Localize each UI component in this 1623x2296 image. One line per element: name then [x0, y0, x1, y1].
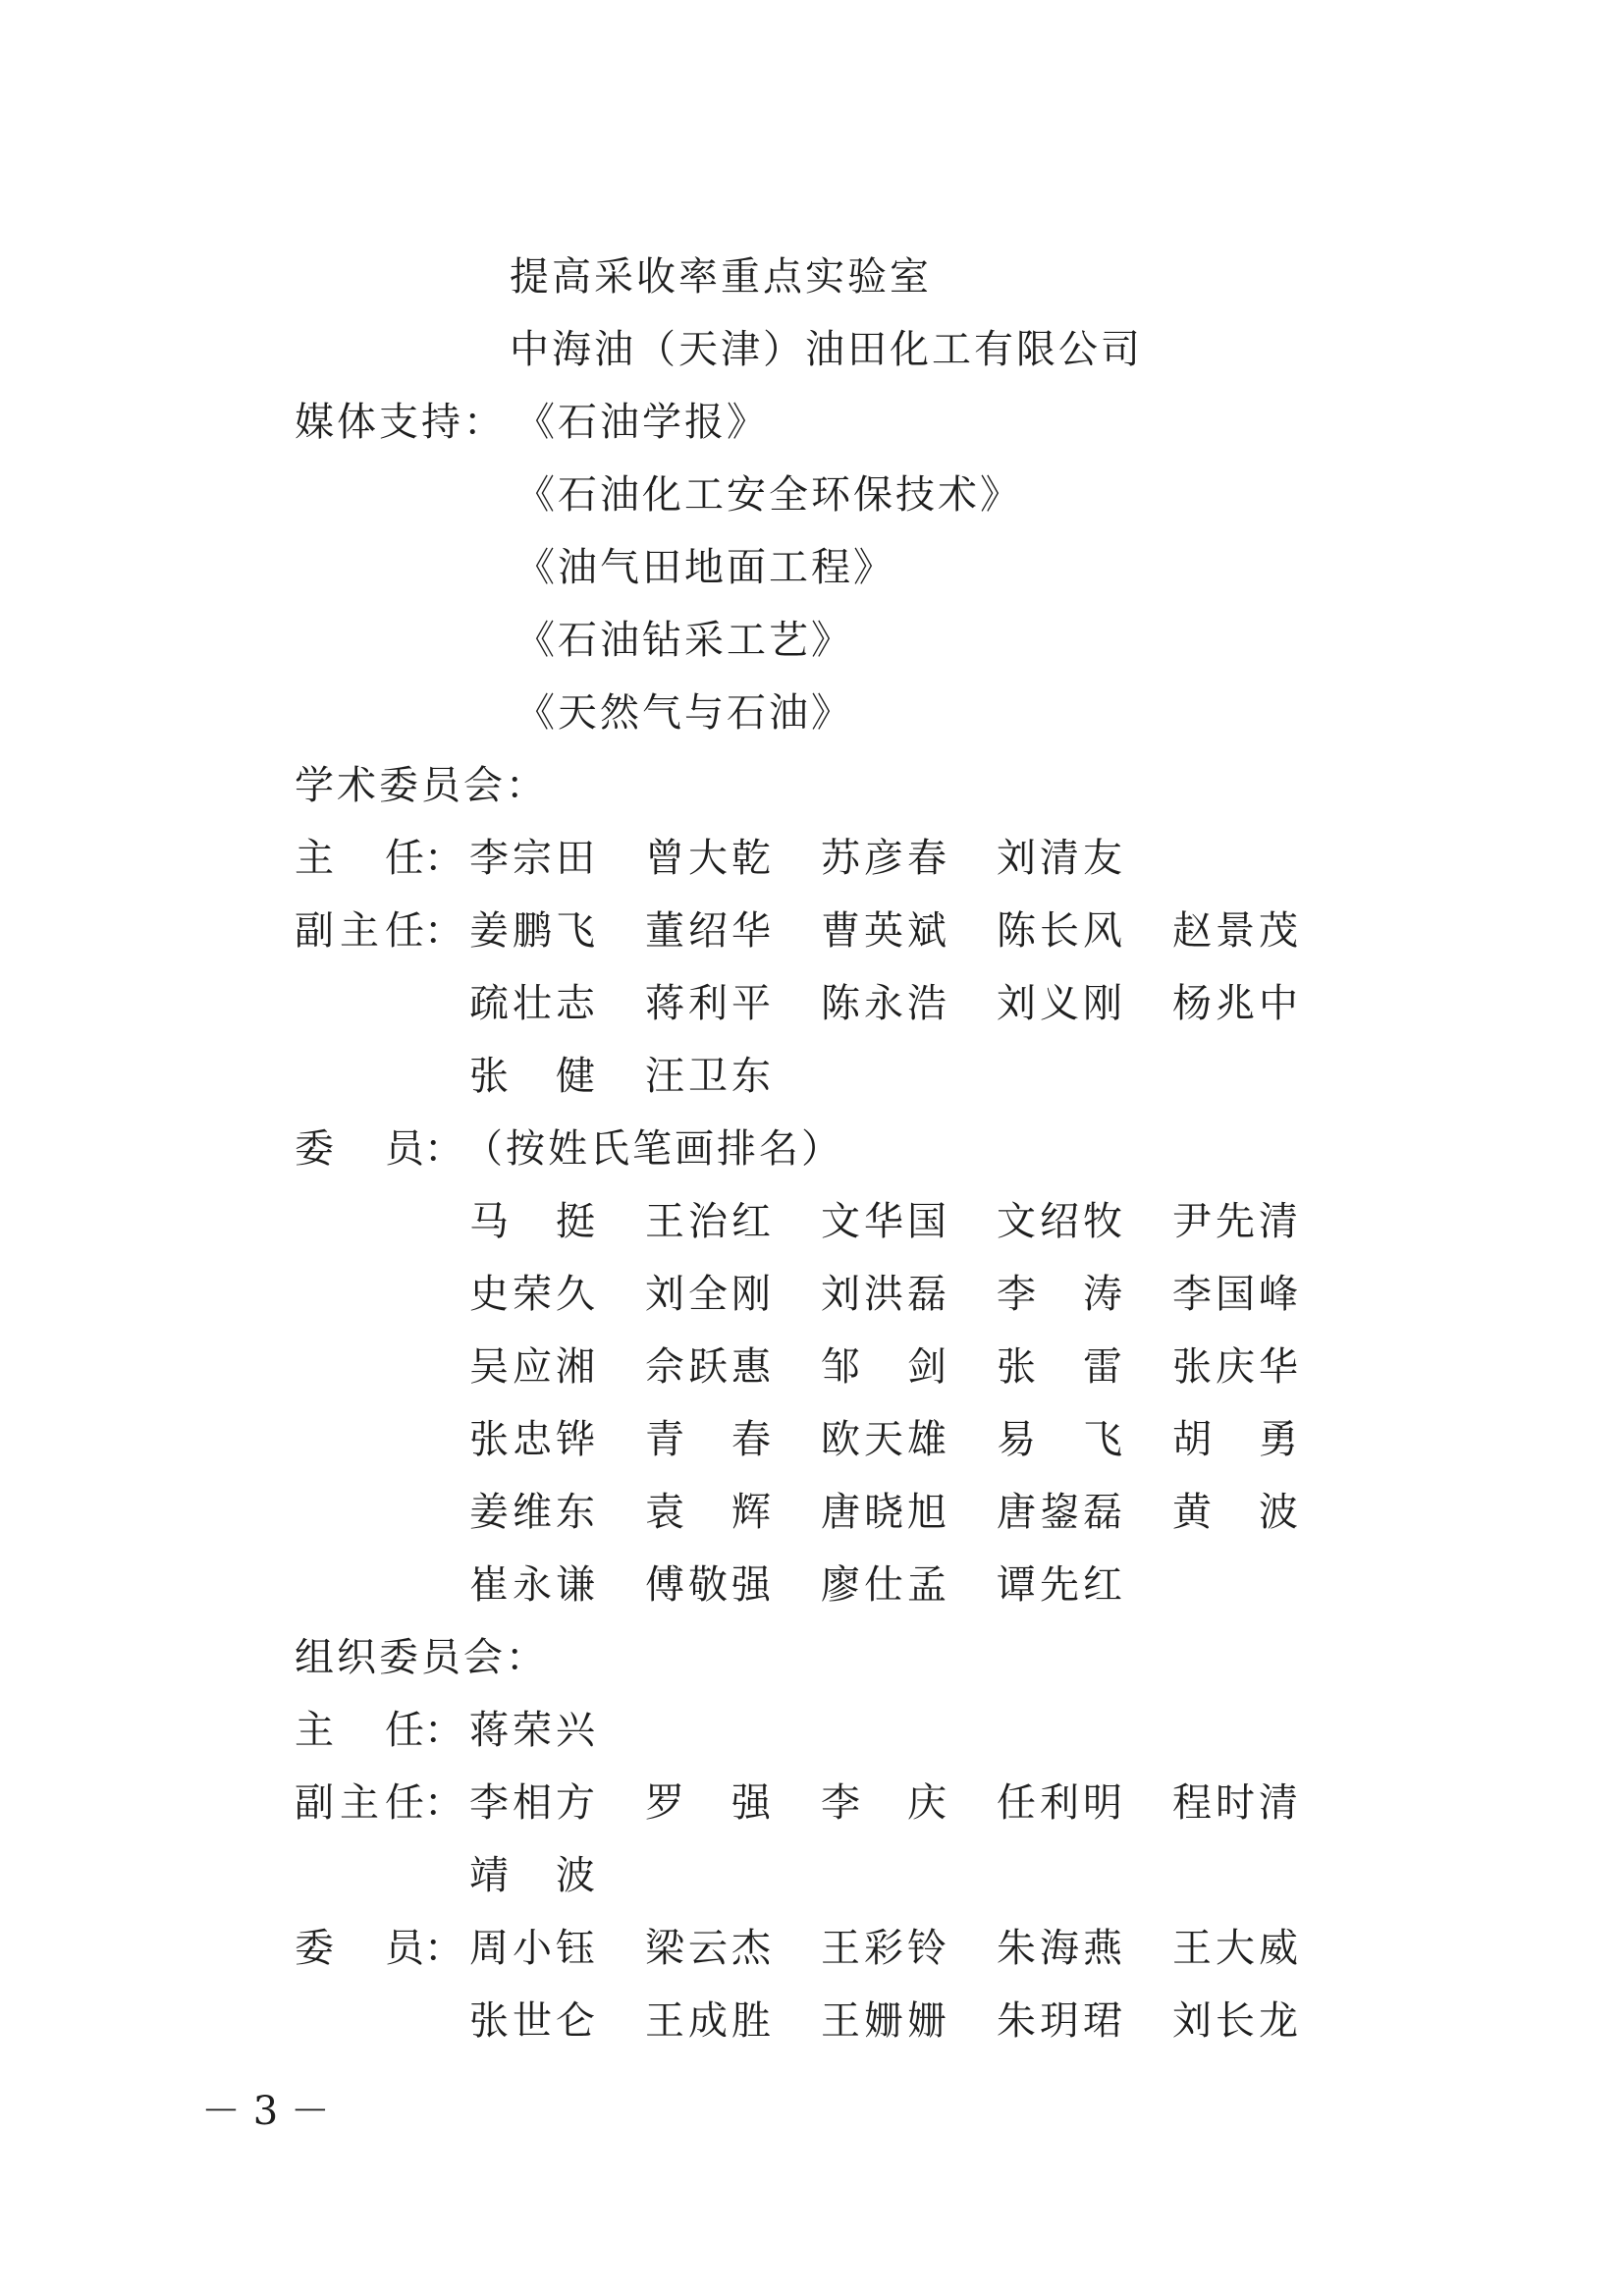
academic-vice-name: 陈长风 — [997, 908, 1122, 954]
organizing-vice-name: 罗 强 — [645, 1780, 771, 1826]
academic-member-name: 姜维东 — [469, 1490, 595, 1535]
academic-vice-name: 陈永浩 — [821, 981, 947, 1026]
organizing-vice-name: 李 庆 — [821, 1780, 947, 1826]
organizing-vice-name: 程时清 — [1172, 1780, 1298, 1826]
academic-member-name: 尹先清 — [1172, 1199, 1298, 1244]
academic-member-name: 刘洪磊 — [821, 1272, 947, 1317]
academic-members-note: （按姓氏笔画排名） — [463, 1126, 843, 1172]
academic-member-name: 胡 勇 — [1172, 1417, 1298, 1462]
academic-member-name: 王治红 — [645, 1199, 771, 1244]
academic-member-name: 史荣久 — [469, 1272, 595, 1317]
journal-item: 《天然气与石油》 — [515, 690, 853, 736]
organizing-chair-name: 蒋荣兴 — [469, 1708, 595, 1753]
academic-member-name: 廖仕孟 — [821, 1562, 947, 1608]
academic-committee-heading: 学术委员会： — [295, 763, 548, 808]
academic-member-name: 李国峰 — [1172, 1272, 1298, 1317]
academic-vice-name: 姜鹏飞 — [469, 908, 595, 954]
academic-chair-label: 主 任： — [295, 836, 463, 881]
organizing-vice-name: 李相方 — [469, 1780, 595, 1826]
media-label: 媒体支持： — [295, 400, 506, 445]
organizing-members-label: 委 员： — [295, 1926, 463, 1971]
academic-member-name: 黄 波 — [1172, 1490, 1298, 1535]
academic-member-name: 文华国 — [821, 1199, 947, 1244]
journal-item: 《石油钻采工艺》 — [515, 618, 853, 663]
academic-member-name: 袁 辉 — [645, 1490, 771, 1535]
academic-vice-name: 曹英斌 — [821, 908, 947, 954]
academic-member-name: 邹 剑 — [821, 1344, 947, 1390]
academic-member-name: 欧天雄 — [821, 1417, 947, 1462]
academic-member-name: 刘全刚 — [645, 1272, 771, 1317]
organizing-vice-name: 任利明 — [997, 1780, 1122, 1826]
organizing-vice-label: 副主任： — [295, 1780, 463, 1826]
academic-member-name: 谭先红 — [997, 1562, 1122, 1608]
academic-member-name: 青 春 — [645, 1417, 771, 1462]
academic-chair-name: 李宗田 — [469, 836, 595, 881]
academic-vice-name: 张 健 — [469, 1054, 595, 1099]
organizing-member-name: 王大威 — [1172, 1926, 1298, 1971]
sponsor-line-1: 提高采收率重点实验室 — [510, 254, 932, 300]
organizing-vice-name: 靖 波 — [469, 1853, 595, 1898]
academic-vice-name: 刘义刚 — [997, 981, 1122, 1026]
organizing-member-name: 张世仑 — [469, 1998, 595, 2044]
organizing-chair-label: 主 任： — [295, 1708, 463, 1753]
academic-vice-label: 副主任： — [295, 908, 463, 954]
academic-chair-name: 曾大乾 — [645, 836, 771, 881]
organizing-member-name: 朱玥珺 — [997, 1998, 1122, 2044]
academic-vice-name: 蒋利平 — [645, 981, 771, 1026]
academic-members-label: 委 员： — [295, 1126, 463, 1172]
academic-member-name: 易 飞 — [997, 1417, 1122, 1462]
academic-member-name: 李 涛 — [997, 1272, 1122, 1317]
academic-member-name: 崔永谦 — [469, 1562, 595, 1608]
journal-item: 《油气田地面工程》 — [515, 545, 895, 590]
organizing-member-name: 周小钰 — [469, 1926, 595, 1971]
academic-member-name: 张忠铧 — [469, 1417, 595, 1462]
sponsor-line-2: 中海油（天津）油田化工有限公司 — [510, 327, 1143, 372]
academic-member-name: 唐晓旭 — [821, 1490, 947, 1535]
academic-member-name: 文绍牧 — [997, 1199, 1122, 1244]
academic-vice-name: 汪卫东 — [645, 1054, 771, 1099]
academic-member-name: 傅敬强 — [645, 1562, 771, 1608]
organizing-member-name: 朱海燕 — [997, 1926, 1122, 1971]
journal-item: 《石油化工安全环保技术》 — [515, 472, 1022, 518]
organizing-member-name: 梁云杰 — [645, 1926, 771, 1971]
academic-member-name: 张 雷 — [997, 1344, 1122, 1390]
academic-vice-name: 疏壮志 — [469, 981, 595, 1026]
organizing-member-name: 王彩铃 — [821, 1926, 947, 1971]
academic-member-name: 吴应湘 — [469, 1344, 595, 1390]
organizing-committee-heading: 组织委员会： — [295, 1635, 548, 1680]
page-number: － 3 － — [201, 2089, 330, 2134]
academic-chair-name: 刘清友 — [997, 836, 1122, 881]
academic-chair-name: 苏彦春 — [821, 836, 947, 881]
academic-member-name: 佘跃惠 — [645, 1344, 771, 1390]
organizing-member-name: 王成胜 — [645, 1998, 771, 2044]
academic-vice-name: 杨兆中 — [1172, 981, 1298, 1026]
journal-item: 《石油学报》 — [515, 400, 769, 445]
academic-vice-name: 董绍华 — [645, 908, 771, 954]
academic-member-name: 唐鋆磊 — [997, 1490, 1122, 1535]
academic-vice-name: 赵景茂 — [1172, 908, 1298, 954]
academic-member-name: 马 挺 — [469, 1199, 595, 1244]
academic-member-name: 张庆华 — [1172, 1344, 1298, 1390]
organizing-member-name: 刘长龙 — [1172, 1998, 1298, 2044]
organizing-member-name: 王姗姗 — [821, 1998, 947, 2044]
